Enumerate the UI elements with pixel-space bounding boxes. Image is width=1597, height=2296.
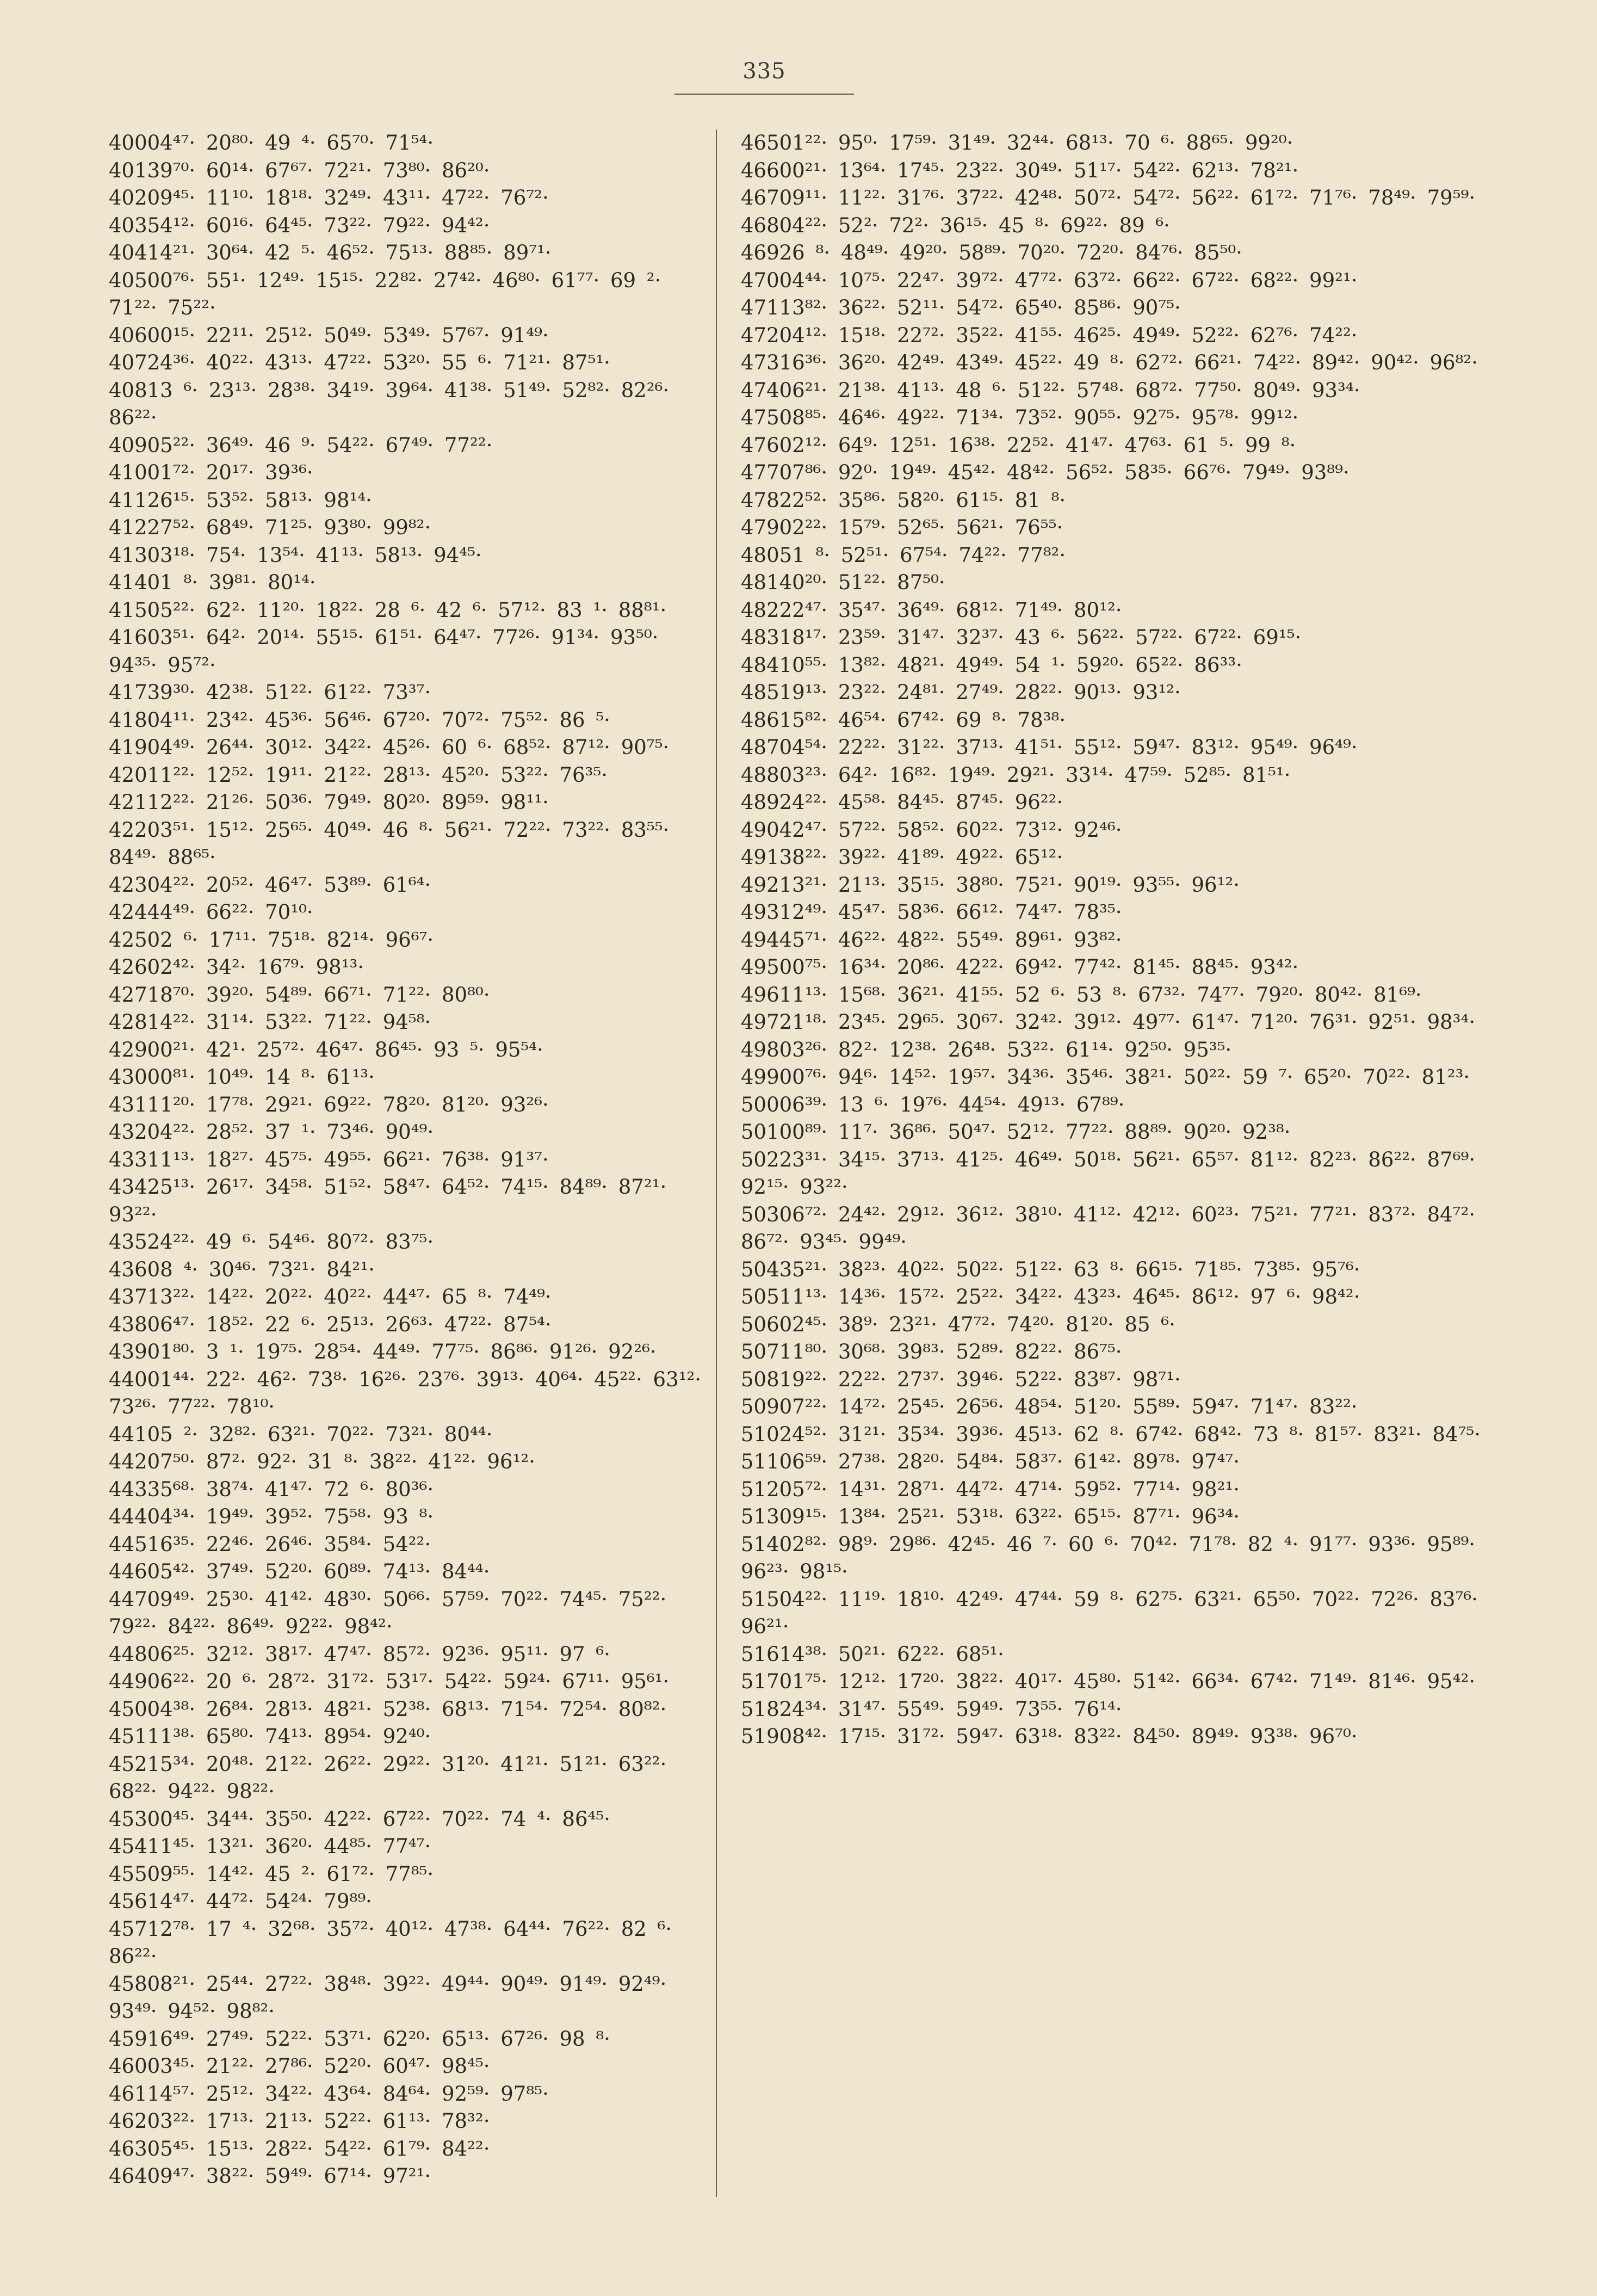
- left-column: [109, 129, 702, 2190]
- table-entry: 40724³⁶· 40²²· 43¹³· 47²²· 53²⁰· 55 ⁶· 71²¹· 87⁵¹·: [109, 351, 610, 374]
- table-entry: 51024⁵²· 31²¹· 35³⁴· 39³⁶· 45¹³· 62 ⁸· 67⁴²· 68⁴²· 73 ⁸· 81⁵⁷· 83²¹· 84⁷⁵·: [741, 1422, 1481, 1446]
- header-rule: [674, 94, 854, 95]
- table-entry: 47406²¹· 21³⁸· 41¹³· 48 ⁶· 51²²· 57⁴⁸· 68⁷²· 77⁵⁰· 80⁴⁹· 93³⁴·: [741, 378, 1360, 402]
- table-entry: 51402⁸²· 98⁹· 29⁸⁶· 42⁴⁵· 46 ⁷· 60 ⁶· 70⁴²· 71⁷⁸· 82 ⁴· 91⁷⁷· 93³⁶· 95⁸⁹· 96²³· 98¹⁵·: [741, 1532, 1476, 1583]
- table-entry: 43311¹³· 18²⁷· 45⁷⁵· 49⁵⁵· 66²¹· 76³⁸· 91³⁷·: [109, 1147, 549, 1171]
- table-entry: 48222⁴⁷· 35⁴⁷· 36⁴⁹· 68¹²· 71⁴⁹· 80¹²·: [741, 598, 1122, 622]
- table-entry: 42900²¹· 42¹· 25⁷²· 46⁴⁷· 86⁴⁵· 93 ⁵· 95⁵⁴·: [109, 1038, 543, 1061]
- table-entry: 49500⁷⁵· 16³⁴· 20⁸⁶· 42²²· 69⁴²· 77⁴²· 81⁴⁵· 88⁴⁵· 93⁴²·: [741, 955, 1299, 979]
- table-entry: 50306⁷²· 24⁴²· 29¹²· 36¹²· 38¹⁰· 41¹²· 42¹²· 60²³· 75²¹· 77²¹· 83⁷²· 84⁷²· 86⁷²· 93⁴⁵· 99⁴⁹·: [741, 1202, 1476, 1254]
- table-entry: 47508⁸⁵· 46⁴⁶· 49²²· 71³⁴· 73⁵²· 90⁵⁵· 92⁷⁵· 95⁷⁸· 99¹²·: [741, 406, 1299, 429]
- table-entry: 51701⁷⁵· 12¹²· 17²⁰· 38²²· 40¹⁷· 45⁸⁰· 51⁴²· 66³⁴· 67⁴²· 71⁴⁹· 81⁴⁶· 95⁴²·: [741, 1670, 1476, 1693]
- table-entry: 51504²²· 11¹⁹· 18¹⁰· 42⁴⁹· 47⁴⁴· 59 ⁸· 62⁷⁵· 63²¹· 65⁵⁰· 70²²· 72²⁶· 83⁷⁶· 96²¹·: [741, 1587, 1478, 1638]
- table-entry: 50100⁸⁹· 11⁷· 36⁸⁶· 50⁴⁷· 52¹²· 77²²· 88⁸⁹· 90²⁰· 92³⁸·: [741, 1120, 1291, 1144]
- table-entry: 47602¹²· 64⁹· 12⁵¹· 16³⁸· 22⁵²· 41⁴⁷· 47⁶³· 61 ⁵· 99 ⁸·: [741, 433, 1296, 457]
- table-entry: 47004⁴⁴· 10⁷⁵· 22⁴⁷· 39⁷²· 47⁷²· 63⁷²· 66²²· 67²²· 68²²· 99²¹·: [741, 268, 1358, 292]
- table-entry: 40500⁷⁶· 55¹· 12⁴⁹· 15¹⁵· 22⁸²· 27⁴²· 46⁸⁰· 61⁷⁷· 69 ²· 71²²· 75²²·: [109, 268, 661, 319]
- table-entry: 46501²²· 95⁰· 17⁵⁹· 31⁴⁹· 32⁴⁴· 68¹³· 70 ⁶· 88⁶⁵· 99²⁰·: [741, 131, 1293, 155]
- table-entry: 46409⁴⁷· 38²²· 59⁴⁹· 67¹⁴· 97²¹·: [109, 2164, 431, 2188]
- table-entry: 50435²¹· 38²³· 40²²· 50²²· 51²²· 63 ⁸· 66¹⁵· 71⁸⁵· 73⁸⁵· 95⁷⁶·: [741, 1257, 1360, 1281]
- table-entry: 43524²²· 49 ⁶· 54⁴⁶· 80⁷²· 83⁷⁵·: [109, 1230, 434, 1254]
- table-entry: 46305⁴⁵· 15¹³· 28²²· 54²²· 61⁷⁹· 84²²·: [109, 2137, 490, 2161]
- table-entry: 44605⁴²· 37⁴⁹· 52²⁰· 60⁸⁹· 74¹³· 84⁴⁴·: [109, 1560, 490, 1583]
- table-entry: 46003⁴⁵· 21²²· 27⁸⁶· 52²⁰· 60⁴⁷· 98⁴⁵·: [109, 2054, 490, 2078]
- table-entry: 43425¹³· 26¹⁷· 34⁵⁸· 51⁵²· 58⁴⁷· 64⁵²· 74¹⁵· 84⁸⁹· 87²¹· 93²²·: [109, 1175, 667, 1226]
- table-entry: 48140²⁰· 51²²· 87⁵⁰·: [741, 571, 945, 594]
- table-entry: 40600¹⁵· 22¹¹· 25¹²· 50⁴⁹· 53⁴⁹· 57⁶⁷· 91⁴⁹·: [109, 323, 549, 347]
- table-entry: 41126¹⁵· 53⁵²· 58¹³· 98¹⁴·: [109, 488, 372, 512]
- table-entry: 51614³⁸· 50²¹· 62²²· 68⁵¹·: [741, 1642, 1004, 1666]
- table-entry: 43713²²· 14²²· 20²²· 40²²· 44⁴⁷· 65 ⁸· 74⁴⁹·: [109, 1285, 552, 1309]
- table-entry: 49312⁴⁹· 45⁴⁷· 58³⁶· 66¹²· 74⁴⁷· 78³⁵·: [741, 900, 1122, 924]
- table-entry: 47204¹²· 15¹⁸· 22⁷²· 35²²· 41⁵⁵· 46²⁵· 49⁴⁹· 52²²· 62⁷⁶· 74²²·: [741, 323, 1358, 347]
- table-entry: 49611¹³· 15⁶⁸· 36²¹· 41⁵⁵· 52 ⁶· 53 ⁸· 67³²· 74⁷⁷· 79²⁰· 80⁴²· 81⁶⁹·: [741, 983, 1422, 1007]
- table-entry: 43806⁴⁷· 18⁵²· 22 ⁶· 25¹³· 26⁶³· 47²²· 87⁵⁴·: [109, 1312, 552, 1336]
- table-entry: 42203⁵¹· 15¹²· 25⁶⁵· 40⁴⁹· 46 ⁸· 56²¹· 72²²· 73²²· 83⁵⁵· 84⁴⁹· 88⁶⁵·: [109, 818, 670, 869]
- table-entry: 49213²¹· 21¹³· 35¹⁵· 38⁸⁰· 75²¹· 90¹⁹· 93⁵⁵· 96¹²·: [741, 873, 1240, 897]
- table-entry: 46804²²· 52²· 72²· 36¹⁵· 45 ⁸· 69²²· 89 ⁶·: [741, 213, 1170, 237]
- table-entry: 42814²²· 31¹⁴· 53²²· 71²²· 94⁵⁸·: [109, 1010, 431, 1034]
- table-entry: 44404³⁴· 19⁴⁹· 39⁵²· 75⁵⁸· 93 ⁸·: [109, 1505, 434, 1528]
- table-entry: 46203²²· 17¹³· 21¹³· 52²²· 61¹³· 78³²·: [109, 2109, 490, 2133]
- table-entry: 46600²¹· 13⁶⁴· 17⁴⁵· 23²²· 30⁴⁹· 51¹⁷· 54²²· 62¹³· 78²¹·: [741, 158, 1299, 182]
- table-entry: 41001⁷²· 20¹⁷· 39³⁶·: [109, 461, 313, 484]
- table-entry: 40209⁴⁵· 11¹⁰· 18¹⁸· 32⁴⁹· 43¹¹· 47²²· 76⁷²·: [109, 186, 549, 209]
- table-entry: 45300⁴⁵· 34⁴⁴· 35⁵⁰· 42²²· 67²²· 70²²· 74 ⁴· 86⁴⁵·: [109, 1807, 610, 1831]
- table-entry: 50907²²· 14⁷²· 25⁴⁵· 26⁵⁶· 48⁵⁴· 51²⁰· 55⁸⁹· 59⁴⁷· 71⁴⁷· 83²²·: [741, 1395, 1358, 1418]
- table-entry: 50602⁴⁵· 38⁹· 23²¹· 47⁷²· 74²⁰· 81²⁰· 85 ⁶·: [741, 1312, 1175, 1336]
- table-entry: 42502 ⁶· 17¹¹· 75¹⁸· 82¹⁴· 96⁶⁷·: [109, 928, 434, 952]
- table-entry: 49721¹⁸· 23⁴⁵· 29⁶⁵· 30⁶⁷· 32⁴²· 39¹²· 49⁷⁷· 61⁴⁷· 71²⁰· 76³¹· 92⁵¹· 98³⁴·: [741, 1010, 1476, 1034]
- table-entry: 47113⁸²· 36²²· 52¹¹· 54⁷²· 65⁴⁰· 85⁸⁶· 90⁷⁵·: [741, 296, 1181, 319]
- table-entry: 48410⁵⁵· 13⁸²· 48²¹· 49⁴⁹· 54 ¹· 59²⁰· 65²²· 86³³·: [741, 653, 1242, 677]
- table-entry: 41505²²· 62²· 11²⁰· 18²²· 28 ⁶· 42 ⁶· 57¹²· 83 ¹· 88⁸¹·: [109, 598, 667, 622]
- table-entry: 45509⁵⁵· 14⁴²· 45 ²· 61⁷²· 77⁸⁵·: [109, 1862, 434, 1886]
- table-entry: 44207⁵⁰· 87²· 92²· 31 ⁸· 38²²· 41²²· 96¹²·: [109, 1450, 536, 1473]
- table-entry: 49138²²· 39²²· 41⁸⁹· 49²²· 65¹²·: [741, 845, 1063, 869]
- table-entry: 42444⁴⁹· 66²²· 70¹⁰·: [109, 900, 313, 924]
- table-entry: 45916⁴⁹· 27⁴⁹· 52²²· 53⁷¹· 62²⁰· 65¹³· 67²⁶· 98 ⁸·: [109, 2027, 610, 2051]
- table-entry: 42011²²· 12⁵²· 19¹¹· 21²²· 28¹³· 45²⁰· 53²²· 76³⁵·: [109, 763, 608, 787]
- table-entry: 47822⁵²· 35⁸⁶· 58²⁰· 61¹⁵· 81 ⁸·: [741, 488, 1066, 512]
- table-entry: 48615⁸²· 46⁵⁴· 67⁴²· 69 ⁸· 78³⁸·: [741, 708, 1066, 732]
- table-entry: 45215³⁴· 20⁴⁸· 21²²· 26²²· 29²²· 31²⁰· 41²¹· 51²¹· 63²²· 68²²· 94²²· 98²²·: [109, 1752, 667, 1803]
- table-entry: 49900⁷⁶· 94⁶· 14⁵²· 19⁵⁷· 34³⁶· 35⁴⁶· 38²¹· 50²²· 59 ⁷· 65²⁰· 70²²· 81²³·: [741, 1065, 1470, 1089]
- table-entry: 43111²⁰· 17⁷⁸· 29²¹· 69²²· 78²⁰· 81²⁰· 93²⁶·: [109, 1093, 549, 1116]
- table-entry: 46709¹¹· 11²²· 31⁷⁶· 37²²· 42⁴⁸· 50⁷²· 54⁷²· 56²²· 61⁷²· 71⁷⁶· 78⁴⁹· 79⁵⁹·: [741, 186, 1476, 209]
- table-entry: 40139⁷⁰· 60¹⁴· 67⁶⁷· 72²¹· 73⁸⁰· 86²⁰·: [109, 158, 490, 182]
- table-entry: 42304²²· 20⁵²· 46⁴⁷· 53⁸⁹· 61⁶⁴·: [109, 873, 431, 897]
- table-entry: 44806²⁵· 32¹²· 38¹⁷· 47⁴⁷· 85⁷²· 92³⁶· 95¹¹· 97 ⁶·: [109, 1642, 610, 1666]
- table-entry: 48704⁵⁴· 22²²· 31²²· 37¹³· 41⁵¹· 55¹²· 59⁴⁷· 83¹²· 95⁴⁹· 96⁴⁹·: [741, 736, 1358, 759]
- table-entry: 47902²²· 15⁷⁹· 52⁶⁵· 56²¹· 76⁵⁵·: [741, 516, 1063, 539]
- table-entry: 41303¹⁸· 75⁴· 13⁵⁴· 41¹³· 58¹³· 94⁴⁵·: [109, 543, 482, 567]
- table-entry: 41804¹¹· 23⁴²· 45³⁶· 56⁴⁶· 67²⁰· 70⁷²· 75⁵²· 86 ⁵·: [109, 708, 610, 732]
- table-entry: 41904⁴⁹· 26⁴⁴· 30¹²· 34²²· 45²⁶· 60 ⁶· 68⁵²· 87¹²· 90⁷⁵·: [109, 736, 670, 759]
- table-entry: 46926 ⁸· 48⁴⁹· 49²⁰· 58⁸⁹· 70²⁰· 72²⁰· 84⁷⁶· 85⁵⁰·: [741, 241, 1242, 264]
- table-entry: 45411⁴⁵· 13²¹· 36²⁰· 44⁸⁵· 77⁴⁷·: [109, 1835, 431, 1858]
- table-entry: 48519¹³· 23²²· 24⁸¹· 27⁴⁹· 28²²· 90¹³· 93¹²·: [741, 681, 1181, 704]
- table-entry: 45808²¹· 25⁴⁴· 27²²· 38⁴⁸· 39²²· 49⁴⁴· 90⁴⁹· 91⁴⁹· 92⁴⁹· 93⁴⁹· 94⁵²· 98⁸²·: [109, 1972, 667, 2023]
- table-entry: 45712⁷⁸· 17 ⁴· 32⁶⁸· 35⁷²· 40¹²· 47³⁸· 64⁴⁴· 76²²· 82 ⁶· 86²²·: [109, 1917, 672, 1968]
- table-entry: 51908⁴²· 17¹⁵· 31⁷²· 59⁴⁷· 63¹⁸· 83²²· 84⁵⁰· 89⁴⁹· 93³⁸· 96⁷⁰·: [741, 1725, 1358, 1748]
- table-entry: 51205⁷²· 14³¹· 28⁷¹· 44⁷²· 47¹⁴· 59⁵²· 77¹⁴· 98²¹·: [741, 1477, 1240, 1501]
- table-entry: 48803²³· 64²· 16⁸²· 19⁴⁹· 29²¹· 33¹⁴· 47⁵⁹· 52⁸⁵· 81⁵¹·: [741, 763, 1291, 787]
- table-entry: 45004³⁸· 26⁸⁴· 28¹³· 48²¹· 52³⁸· 68¹³· 71⁵⁴· 72⁵⁴· 80⁸²·: [109, 1697, 667, 1721]
- table-entry: 50511¹³· 14³⁶· 15⁷²· 25²²· 34²²· 43²³· 46⁴⁵· 86¹²· 97 ⁶· 98⁴²·: [741, 1285, 1360, 1309]
- table-entry: 43608 ⁴· 30⁴⁶· 73²¹· 84²¹·: [109, 1257, 375, 1281]
- table-entry: 50819²²· 22²²· 27³⁷· 39⁴⁶· 52²²· 83⁸⁷· 98⁷¹·: [741, 1367, 1181, 1391]
- table-entry: 48318¹⁷· 23⁵⁹· 31⁴⁷· 32³⁷· 43 ⁶· 56²²· 57²²· 67²²· 69¹⁵·: [741, 626, 1302, 649]
- table-entry: 49445⁷¹· 46²²· 48²²· 55⁴⁹· 89⁶¹· 93⁸²·: [741, 928, 1122, 952]
- table-entry: 48051 ⁸· 52⁵¹· 67⁵⁴· 74²²· 77⁸²·: [741, 543, 1066, 567]
- table-entry: 50223³¹· 34¹⁵· 37¹³· 41²⁵· 46⁴⁹· 50¹⁸· 56²¹· 65⁵⁷· 81¹²· 82²³· 86²²· 87⁶⁹· 92¹⁵· 93²²·: [741, 1147, 1476, 1199]
- table-entry: 41739³⁰· 42³⁸· 51²²· 61²²· 73³⁷·: [109, 681, 431, 704]
- table-entry: 41401 ⁸· 39⁸¹· 80¹⁴·: [109, 571, 316, 594]
- table-entry: 40354¹²· 60¹⁶· 64⁴⁵· 73²²· 79²²· 94⁴²·: [109, 213, 490, 237]
- table-entry: 43204²²· 28⁵²· 37 ¹· 73⁴⁶· 90⁴⁹·: [109, 1120, 434, 1144]
- table-entry: 45614⁴⁷· 44⁷²· 54²⁴· 79⁸⁹·: [109, 1890, 372, 1913]
- table-entry: 40905²²· 36⁴⁹· 46 ⁹· 54²²· 67⁴⁹· 77²²·: [109, 433, 493, 457]
- table-entry: 43000⁸¹· 10⁴⁹· 14 ⁸· 61¹³·: [109, 1065, 375, 1089]
- table-entry: 43901⁸⁰· 3 ¹· 19⁷⁵· 28⁵⁴· 44⁴⁹· 77⁷⁵· 86⁸⁶· 91²⁶· 92²⁶·: [109, 1340, 657, 1363]
- table-entry: 46114⁵⁷· 25¹²· 34²²· 43⁶⁴· 84⁶⁴· 92⁵⁹· 97⁸⁵·: [109, 2082, 549, 2106]
- table-entry: 44335⁶⁸· 38⁷⁴· 41⁴⁷· 72 ⁶· 80³⁶·: [109, 1477, 434, 1501]
- table-entry: 51106⁵⁹· 27³⁸· 28²⁰· 54⁸⁴· 58³⁷· 61⁴²· 89⁷⁸· 97⁴⁷·: [741, 1450, 1240, 1473]
- column-divider: [716, 129, 717, 2197]
- table-entry: 47707⁸⁶· 92⁰· 19⁴⁹· 45⁴²· 48⁴²· 56⁵²· 58³⁵· 66⁷⁶· 79⁴⁹· 93⁸⁹·: [741, 461, 1350, 484]
- table-entry: 42718⁷⁰· 39²⁰· 54⁸⁹· 66⁷¹· 71²²· 80⁸⁰·: [109, 983, 490, 1007]
- table-entry: 41603⁵¹· 64²· 20¹⁴· 55¹⁵· 61⁵¹· 64⁴⁷· 77²⁶· 91³⁴· 93⁵⁰· 94³⁵· 95⁷²·: [109, 626, 659, 677]
- table-entry: 40813 ⁶· 23¹³· 28³⁸· 34¹⁹· 39⁶⁴· 41³⁸· 51⁴⁹· 52⁸²· 82²⁶· 86²²·: [109, 378, 670, 429]
- table-entry: 48924²²· 45⁵⁸· 84⁴⁵· 87⁴⁵· 96²²·: [741, 791, 1063, 814]
- table-entry: 41227⁵²· 68⁴⁹· 71²⁵· 93⁸⁰· 99⁸²·: [109, 516, 431, 539]
- table-entry: 40004⁴⁷· 20⁸⁰· 49 ⁴· 65⁷⁰· 71⁵⁴·: [109, 131, 434, 155]
- table-entry: 40414²¹· 30⁶⁴· 42 ⁵· 46⁵²· 75¹³· 88⁸⁵· 89⁷¹·: [109, 241, 552, 264]
- table-entry: 44001⁴⁴· 22²· 46²· 73⁸· 16²⁶· 23⁷⁶· 39¹³· 40⁶⁴· 45²²· 63¹²· 73²⁶· 77²²· 78¹⁰·: [109, 1367, 702, 1418]
- table-entry: 51309¹⁵· 13⁸⁴· 25²¹· 53¹⁸· 63²²· 65¹⁵· 87⁷¹· 96³⁴·: [741, 1505, 1240, 1528]
- table-entry: 44105 ²· 32⁸²· 63²¹· 70²²· 73²¹· 80⁴⁴·: [109, 1422, 493, 1446]
- table-entry: 45111³⁸· 65⁸⁰· 74¹³· 89⁵⁴· 92⁴⁰·: [109, 1725, 431, 1748]
- table-entry: 42112²²· 21²⁶· 50³⁶· 79⁴⁹· 80²⁰· 89⁵⁹· 98¹¹·: [109, 791, 549, 814]
- table-entry: 51824³⁴· 31⁴⁷· 55⁴⁹· 59⁴⁹· 73⁵⁵· 76¹⁴·: [741, 1697, 1122, 1721]
- table-entry: 44906²²· 20 ⁶· 28⁷²· 31⁷²· 53¹⁷· 54²²· 59²⁴· 67¹¹· 95⁶¹·: [109, 1670, 670, 1693]
- right-column: [741, 129, 1502, 1751]
- table-entry: 49803²⁶· 82²· 12³⁸· 26⁴⁸· 53²²· 61¹⁴· 92⁵⁰· 95³⁵·: [741, 1038, 1232, 1061]
- table-entry: 49042⁴⁷· 57²²· 58⁵²· 60²²· 73¹²· 92⁴⁶·: [741, 818, 1122, 842]
- table-entry: 50006³⁹· 13 ⁶· 19⁷⁶· 44⁵⁴· 49¹³· 67⁸⁹·: [741, 1093, 1125, 1116]
- table-entry: 50711⁸⁰· 30⁶⁸· 39⁸³· 52⁸⁹· 82²²· 86⁷⁵·: [741, 1340, 1122, 1363]
- table-entry: 44516³⁵· 22⁴⁶· 26⁴⁶· 35⁸⁴· 54²²·: [109, 1532, 431, 1556]
- table-entry: 47316³⁶· 36²⁰· 42⁴⁹· 43⁴⁹· 45²²· 49 ⁸· 62⁷²· 66²¹· 74²²· 89⁴²· 90⁴²· 96⁸²·: [741, 351, 1478, 374]
- table-entry: 42602⁴²· 34²· 16⁷⁹· 98¹³·: [109, 955, 364, 979]
- table-entry: 44709⁴⁹· 25³⁰· 41⁴²· 48³⁰· 50⁶⁶· 57⁵⁹· 70²²· 74⁴⁵· 75²²· 79²²· 84²²· 86⁴⁹· 92²²· 98⁴²·: [109, 1587, 667, 1638]
- page-number: 335: [742, 59, 786, 84]
